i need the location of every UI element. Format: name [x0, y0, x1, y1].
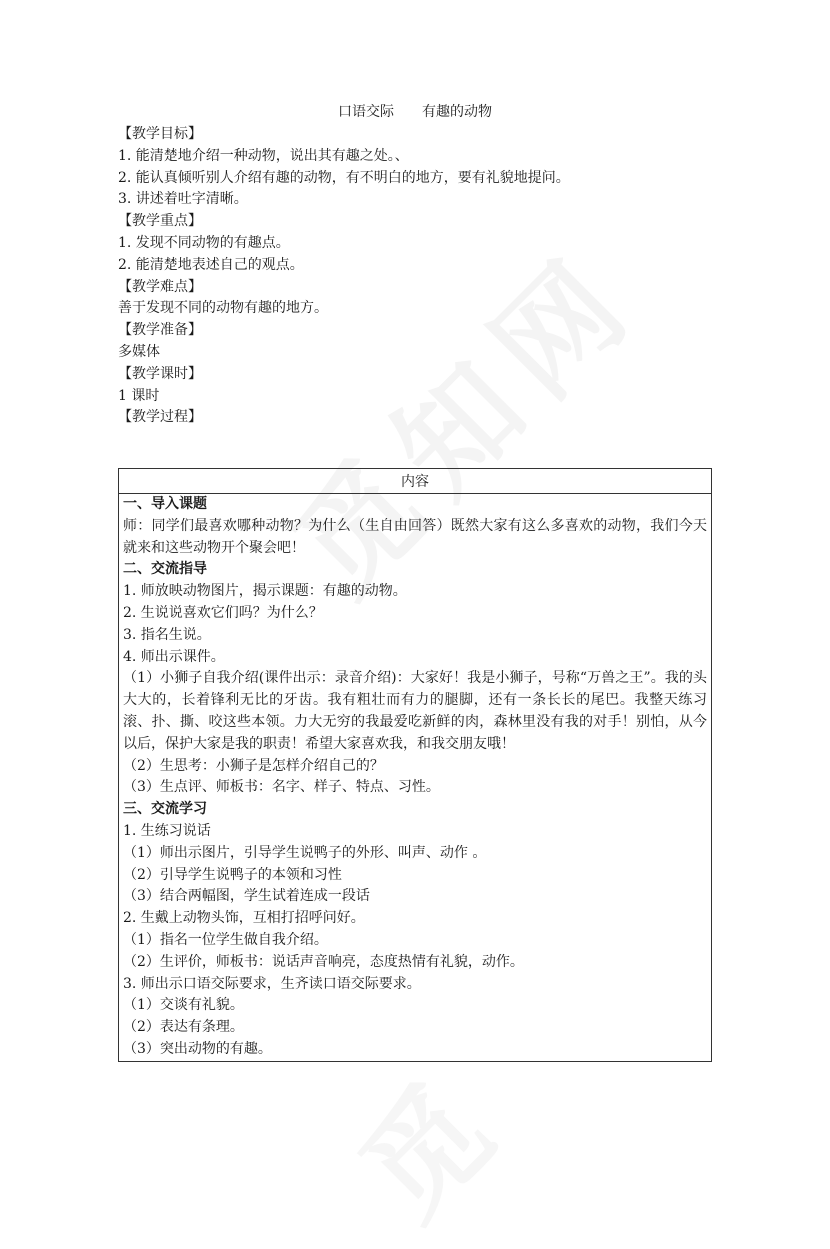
- list-item: （1）指名一位学生做自我介绍。: [123, 931, 328, 948]
- section-heading-process: 【教学过程】: [118, 409, 202, 426]
- section-heading-objectives: 【教学目标】: [118, 126, 202, 142]
- list-item: （3）结合两幅图，学生试着连成一段话: [123, 888, 370, 905]
- keypoint-line: 2. 能清楚地表述自己的观点。: [118, 256, 304, 273]
- table-body-row: [119, 494, 712, 1062]
- section-heading-preparation: 【教学准备】: [118, 322, 202, 339]
- list-item: 3. 指名生说。: [123, 626, 211, 643]
- list-item: （1）交谈有礼貌。: [123, 997, 244, 1014]
- list-item: （1）师出示图片，引导学生说鸭子的外形、叫声、动作 。: [123, 844, 487, 861]
- paragraph: 师：同学们最喜欢哪种动物？为什么（生自由回答）既然大家有这么多喜欢的动物，我们今天就来和这些动物开个聚会吧！: [123, 517, 707, 556]
- list-item: （3）突出动物的有趣。: [123, 1040, 272, 1057]
- lesson-plan-header: [118, 124, 718, 429]
- objective-line: 1. 能清楚地介绍一种动物，说出其有趣之处。、: [118, 147, 409, 164]
- list-item: （3）生点评、师板书：名字、样子、特点、习性。: [123, 779, 440, 796]
- section-heading-hours: 【教学课时】: [118, 365, 202, 382]
- list-item: （2）生评价，师板书：说话声音响亮，态度热情有礼貌，动作。: [123, 953, 524, 970]
- table-header-row: [119, 469, 712, 494]
- table-body-cell: [119, 494, 712, 1062]
- hours-line: 1 课时: [118, 387, 160, 404]
- title-part1: 口语交际: [338, 104, 394, 120]
- title-part2: 有趣的动物: [422, 104, 492, 120]
- table-header-cell: 内容: [119, 469, 712, 494]
- list-item: （2）表达有条理。: [123, 1019, 244, 1036]
- list-item: 4. 师出示课件。: [123, 648, 225, 665]
- section-heading-keypoints: 【教学重点】: [118, 213, 202, 230]
- list-item: 1. 师放映动物图片，揭示课题：有趣的动物。: [123, 583, 407, 600]
- list-item: （2）引导学生说鸭子的本领和习性: [123, 866, 342, 883]
- list-item: （2）生思考：小狮子是怎样介绍自己的？: [123, 757, 384, 774]
- list-item: 1. 生练习说话: [123, 822, 211, 839]
- keypoint-line: 1. 发现不同动物的有趣点。: [118, 234, 290, 251]
- difficulty-line: 善于发现不同的动物有趣的地方。: [118, 300, 328, 317]
- section-title: 三、交流学习: [123, 801, 207, 818]
- watermark-bottom: [317, 1043, 523, 1249]
- section-heading-difficulties: 【教学难点】: [118, 278, 202, 295]
- section-title: 二、交流指导: [123, 561, 207, 578]
- preparation-line: 多媒体: [118, 343, 160, 360]
- list-item: 2. 生戴上动物头饰，互相打招呼问好。: [123, 910, 365, 927]
- paragraph: （1）小狮子自我介绍(课件出示：录音介绍)：大家好！我是小狮子，号称“万兽之王”。我的头大大的，长着锋利无比的牙齿。我有粗壮而有力的腿脚，还有一条长长的尾巴。我整天练习滚、扑、撕、咬这些本领。力大无穷的我最爱吃新鲜的肉，森林里没有我的对手！别怕，从今以后，保护大家是我的职责！希望大家喜欢我，和我交朋友哦！: [123, 670, 707, 752]
- section-title: 一、导入课题: [123, 496, 207, 512]
- content-table: [118, 468, 712, 1062]
- page-title: [0, 102, 830, 122]
- objective-line: 3. 讲述着吐字清晰。: [118, 191, 248, 208]
- list-item: 2. 生说说喜欢它们吗？为什么？: [123, 604, 323, 621]
- list-item: 3. 师出示口语交际要求，生齐读口语交际要求。: [123, 975, 421, 992]
- objective-line: 2. 能认真倾听别人介绍有趣的动物，有不明白的地方，要有礼貌地提问。: [118, 169, 570, 186]
